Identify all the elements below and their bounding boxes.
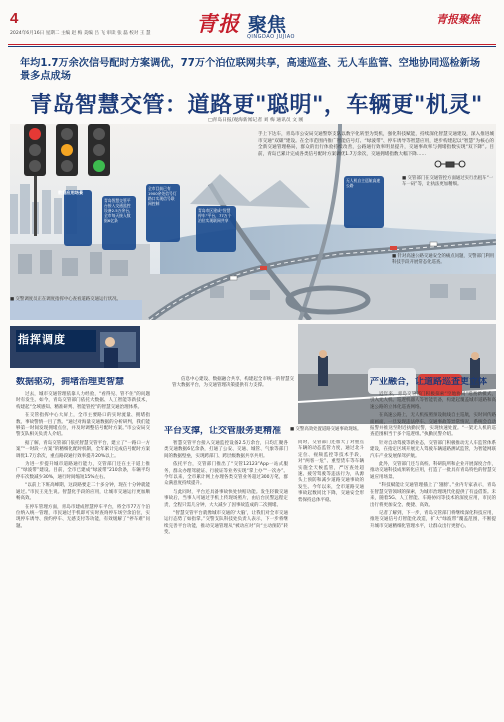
paragraph: 在交管指挥中心大屏上，全市主要路口的实时流量、拥堵指数、事故警情一目了然。“通过对海量交通数据的分析研判，我们能够第一时间发现拥堵点位，并及时调整信号配时方案。”市公安局交警支队相关负责人介绍。 xyxy=(16,413,150,438)
section-title-en: QINGDAO JUJIAO xyxy=(247,34,295,40)
column-2-top xyxy=(172,377,294,421)
paragraph: “智慧交管平台就像城市交通的‘大脑’，让我们对全市交通运行态势了如指掌。”交警支队科技处负责人表示，下一步将继续完善平台功能，推动交通管理从“被动应对”向“主动预防”转变。 xyxy=(164,511,288,536)
section-heading-1: 数据驱动，拥堵治理更智慧 xyxy=(16,377,125,387)
caption-right-top: ■ 交管部门在交通管控方面通过实行出租车“一车一码”等，让执法更加精细。 xyxy=(402,176,494,187)
billboard-text: 指挥调度 xyxy=(18,333,66,346)
paragraph: 此外，交管部门还与高校、科研院所和企业开展深度合作，推动交通科技成果转化应用，打造了一批具有青岛特色的智慧交通应用场景。 xyxy=(370,462,496,480)
callout-2: 青岛智慧交管平台接入交通监控设备2.5万余台，全市每天接入数据6亿条 xyxy=(104,198,133,223)
column-1 xyxy=(16,377,150,717)
paragraph: 为进一步提升城市道路通行能力，交管部门还在主干道上推广“绿波带”建设。目前，全市已建成“绿波带”210余条，车辆平均停车次数减少30%，通行时间缩短15%左右。 xyxy=(16,462,150,480)
paragraph: 近年来，青岛交管部门积极探索“空地协同”巡查新模式，引入无人机、巡逻机器人等智能装备，构建起覆盖城市道路和高速公路的立体化巡查网络。 xyxy=(370,392,496,410)
paragraph: “以前上下班高峰期，这段路要走二十多分钟，现在十分钟就能通过。”市民王先生说。智慧化手段的应用，让城市交通运行更加顺畅高效。 xyxy=(16,483,150,502)
header-rule-thin xyxy=(8,46,496,47)
article-byline: □青岛日报/观海新闻记者 刘 梅 通讯员 文 刚 xyxy=(208,118,304,123)
article-intro: 手上下达车，青岛市公安局交通警察支队以数字化转型为契机，强化科技赋能，持续深化智慧交通建设，深入推进城市交通“双碳”建设。在全市范围内推广智能信号灯、“绿波带”、停车诱导等智慧应用，逐步构建起以“智慧”为核心的全新交通管理格局，群众的出行体验持续改善，公路通行效率明显提升，交通事故率与拥堵指数实现“双下降”。目前，青岛已累计完成各类信号配时方案调优1.7万余次，交通拥堵指数大幅下降…… xyxy=(258,132,494,157)
newspaper-logo: 青报 xyxy=(196,11,240,36)
paragraph: 信息中心建设、数据融合共享，构建起全市统一的智慧交管大数据平台，为交通管理决策提供有力支撑。 xyxy=(172,377,294,389)
section-heading-2: 平台支撑，让交管服务更精准 xyxy=(164,426,282,436)
column-3 xyxy=(370,377,496,717)
page-number: 4 xyxy=(10,10,19,27)
caption-right-bottom: ■ 针对高速公路交通安全的痛点问题，交警部门利用科技手段开展常态化巡查。 xyxy=(392,254,495,265)
column-2b: 同时，交管部门还加大了对重点车辆的动态监管力度，通过北斗定位、视频监控等技术手段，对“两客一危”、重型货车等车辆实施全天候监管，严厉查处超速、疲劳驾驶等违法行为，从源头上预防和减少道路交通事故的发生。今年以来，全市道路交通事故起数同比下降，交通安全形势保持总体平稳。 xyxy=(298,440,364,503)
callout-4: 青岛市区建成“智慧停车”平台，77万个泊位实现联网共享 xyxy=(198,208,232,223)
article-kicker: 年均1.7万余次信号配时方案调优，77万个泊位联网共享，高速巡查、无人车监管、空地协同巡检新场景多点成场 xyxy=(20,58,481,82)
callout-3: 全市目前已有1900余处信号灯路口实现信号联网控制 xyxy=(148,186,177,206)
paragraph: 据了解，青岛交管部门依托智慧交管平台，建立了“一路口一方案”“一时段一方案”的精细化配时机制，全年累计完成信号配时方案调优1.7万余次，重点路段通行效率提升20%以上。 xyxy=(16,440,150,459)
section-title: 聚焦 xyxy=(248,14,287,36)
caption-mid: ■ 交警高效处置道路交通事故现场。 xyxy=(290,427,362,432)
paragraph: “科技赋能让交通管理插上了‘翅膀’。”业内专家表示，青岛在智慧交管领域的探索，为城市治理现代化提供了有益借鉴。未来，随着5G、人工智能、车路协同等技术的深度应用，市民的出行将更加安全、便捷、高效。 xyxy=(370,483,496,508)
header-rule xyxy=(8,44,496,45)
section-heading-3: 产业融合，让道路巡查更立体 xyxy=(370,377,488,387)
caption-left: ■ 交警调度员正在调度指挥中心查看道路交通运行状况。 xyxy=(10,297,121,302)
paragraph: 在高速公路上，无人机按照预设航线自主巡航，实时回传路面画面，一旦发现违法停车、交通事故等异常情况，系统会自动报警并推送至附近执勤民警，实现快速处置。“一架无人机的巡查范围相当于多个巡逻组。”执勤民警介绍。 xyxy=(370,413,496,438)
page-header xyxy=(0,0,504,46)
callout-5: 无人机自主巡航高速公路 xyxy=(346,178,381,188)
newspaper-logo-small: 青报聚焦 xyxy=(436,13,480,26)
dateline: 2024年6月16日 星期二 主编 赵 梅 美编 吕 飞 审读 张 磊 校对 王 慧 xyxy=(10,31,151,36)
column-2 xyxy=(164,426,288,716)
paragraph: 记者了解到，下一步，青岛交管部门将继续深化科技应用，推进交通信号灯智能化改造，扩大“绿波带”覆盖范围，不断提升城市交通精细化管理水平，让群众出行更舒心。 xyxy=(370,510,496,529)
paragraph: 依托平台，交管部门推出了“交管12123”App一站式服务，群众办理驾驶证、行驶证等业务实现“掌上办”“一次办”。今年以来，全市累计网上办理各类交管业务超过300万笔，群众满意度持续提升。 xyxy=(164,462,288,487)
paragraph: 针对自动驾驶等新业态，交管部门积极推动无人车监管体系建设，在指定区域开展无人驾驶车辆道路测试监管，为智能网联汽车产业发展保驾护航。 xyxy=(370,440,496,459)
paragraph: 与此同时，平台还具备事故快处快赔功能。发生轻微交通事故后，当事人可通过手机上传现场照片，由后台民警远程定责，全程只需几分钟，大大减少了因事故造成的二次拥堵。 xyxy=(164,489,288,508)
article-headline: 青岛智慧交管：道路更"聪明"，车辆更"机灵" xyxy=(30,93,483,118)
callout-1: 数据应用场景 xyxy=(58,190,84,195)
paragraph: 过去，城市交通管理依靠人力经验，“看得见、管不住”的问题时有发生。如今，青岛交管部门依托大数据、人工智能等新技术，构建起“全域感知、精准研判、智能管控”的智慧交通治理体系。 xyxy=(16,392,150,410)
paragraph: 在停车管理方面，青岛市建成智慧停车平台，将全市77万个泊位纳入统一管理，市民通过手机即可实时查询停车场空余泊位，实现停车诱导、预约停车、无感支付等功能，有效缓解了“停车难”问题。 xyxy=(16,504,150,529)
paragraph: 智慧交管平台接入交通监控设备2.5万余台，日均汇聚各类交通数据6亿余条，打通了公安、交通、城管、气象等部门间的数据壁垒，实现跨部门、跨层级数据共享共用。 xyxy=(164,441,288,459)
